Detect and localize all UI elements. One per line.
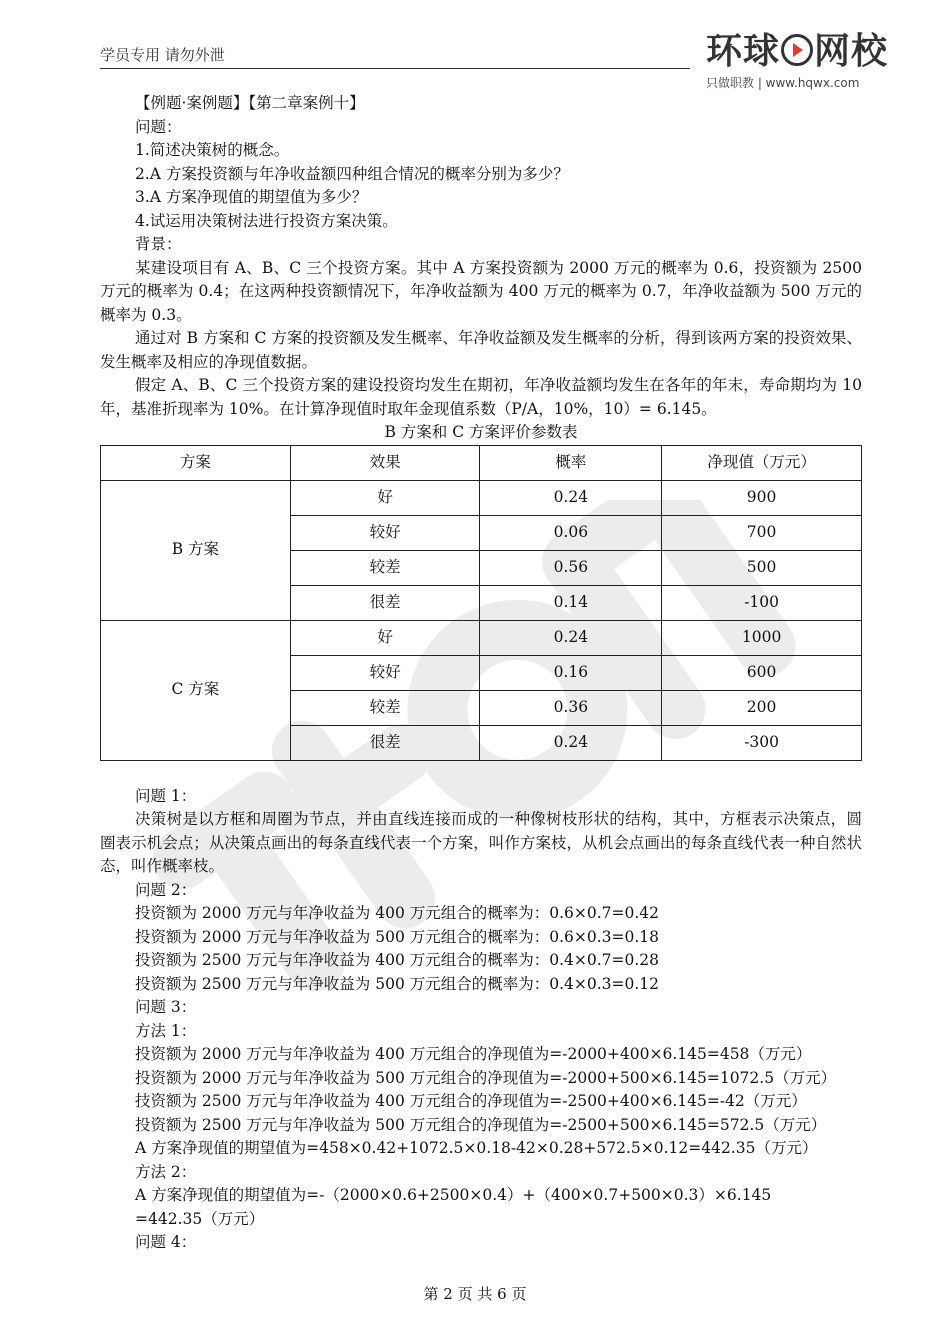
header-effect: 效果 [290,445,480,480]
effect-cell: 较好 [290,655,480,690]
effect-cell: 较差 [290,550,480,585]
answer-2-label: 问题 2： [135,880,197,899]
answer-2-line: 投资额为 2000 万元与年净收益为 400 万元组合的概率为：0.6×0.7=0.42 [135,904,660,922]
table-row [101,480,862,515]
logo-main-a: 环球 [706,31,781,72]
method-1-line: 投资额为 2000 万元与年净收益为 500 万元组合的净现值为=-2000+500×6.145=1072.5（万元） [135,1068,837,1087]
npv-cell: 200 [662,690,862,725]
header-probability: 概率 [480,445,662,480]
method-1-line: 技资额为 2500 万元与年净收益为 400 万元组合的净现值为=-2500+400×6.145=-42（万元） [135,1092,807,1110]
header-npv: 净现值（万元） [662,445,862,480]
background-paragraph: 通过对 B 方案和 C 方案的投资额及发生概率、年净收益额及发生概率的分析，得到该两方案的投资效果、发生概率及相应的净现值数据。 [100,329,862,371]
method-2-label: 方法 2： [135,1162,197,1181]
effect-cell: 很差 [290,725,480,760]
effect-cell: 好 [290,620,480,655]
npv-cell: -100 [662,585,862,620]
spacer [100,761,862,785]
prob-cell: 0.24 [480,620,662,655]
params-table [100,445,862,761]
prob-cell: 0.06 [480,515,662,550]
answer-1-label: 问题 1： [135,786,197,805]
method-1-label: 方法 1： [135,1021,197,1040]
effect-cell: 很差 [290,585,480,620]
question-item: 1.简述决策树的概念。 [135,141,290,159]
npv-cell: 900 [662,480,862,515]
logo [706,30,889,100]
effect-cell: 较差 [290,690,480,725]
logo-tagline: 只做职教 | www.hqwx.com [706,76,860,90]
question-item: 4.试运用决策树法进行投资方案决策。 [135,211,398,230]
prob-cell: 0.56 [480,550,662,585]
header-rule [100,68,690,69]
answer-2-line: 投资额为 2500 万元与年净收益为 400 万元组合的概率为：0.4×0.7=0.28 [135,951,660,969]
prob-cell: 0.14 [480,585,662,620]
document-body [100,92,862,1255]
play-icon [781,34,813,66]
method-1-line: 投资额为 2000 万元与年净收益为 400 万元组合的净现值为=-2000+400×6.145=458（万元） [135,1045,812,1063]
method-1-line: 投资额为 2500 万元与年净收益为 500 万元组合的净现值为=-2500+500×6.145=572.5（万元） [135,1115,827,1134]
prob-cell: 0.16 [480,655,662,690]
npv-cell: -300 [662,725,862,760]
logo-main [706,30,889,74]
background-label: 背景： [135,235,182,253]
answer-2-line: 投资额为 2500 万元与年净收益为 500 万元组合的概率为：0.4×0.3=0.12 [135,974,660,993]
header-plan: 方案 [101,445,291,480]
prob-cell: 0.24 [480,725,662,760]
method-2-line: =442.35（万元） [135,1209,265,1228]
answer-4-label: 问题 4： [135,1233,197,1251]
npv-cell: 1000 [662,620,862,655]
header-confidential-note: 学员专用 请勿外泄 [100,46,225,64]
method-2-line: A 方案净现值的期望值为=-（2000×0.6+2500×0.4）+（400×0.7+500×0.3）×6.145 [135,1186,772,1204]
question-item: 3.A 方案净现值的期望值为多少？ [135,188,368,206]
table-caption: B 方案和 C 方案评价参数表 [384,423,578,441]
npv-cell: 500 [662,550,862,585]
example-title: 【例题·案例题】【第二章案例十】 [135,94,365,112]
plan-b-cell: B 方案 [101,480,291,620]
question-item: 2.A 方案投资额与年净收益额四种组合情况的概率分别为多少？ [135,164,569,183]
effect-cell: 好 [290,480,480,515]
answer-3-label: 问题 3： [135,998,197,1016]
answer-2-line: 投资额为 2000 万元与年净收益为 500 万元组合的概率为：0.6×0.3=0.18 [135,927,660,946]
plan-c-cell: C 方案 [101,620,291,760]
prob-cell: 0.36 [480,690,662,725]
background-paragraph: 假定 A、B、C 三个投资方案的建设投资均发生在期初，年净收益额均发生在各年的年末，寿命期均为 10 年，基准折现率为 10%。在计算净现值时取年金现值系数（P/A，10%，10）= 6.145。 [100,376,862,418]
logo-main-b: 网校 [814,31,889,72]
npv-cell: 700 [662,515,862,550]
method-1-line: A 方案净现值的期望值为=458×0.42+1072.5×0.18-42×0.28+572.5×0.12=442.35（万元） [135,1139,818,1157]
npv-cell: 600 [662,655,862,690]
table-header-row [101,445,862,480]
questions-label: 问题： [135,117,182,136]
prob-cell: 0.24 [480,480,662,515]
answer-1-text: 决策树是以方框和周圈为节点，并由直线连接而成的一种像树枝形状的结构，其中，方框表示决策点，圆圈表示机会点；从决策点画出的每条直线代表一个方案，叫作方案枝，从机会点画出的每条直线代表一种自然状态，叫作概率枝。 [100,810,862,875]
background-paragraph: 某建设项目有 A、B、C 三个投资方案。其中 A 方案投资额为 2000 万元的概率为 0.6，投资额为 2500 万元的概率为 0.4；在这两种投资额情况下，年净收益额为 400 万元的概率为 0.7，年净收益额为 500 万元的概率为 0.3。 [100,258,862,324]
page-footer: 第 2 页 共 6 页 [423,1285,527,1303]
table-row [101,620,862,655]
effect-cell: 较好 [290,515,480,550]
